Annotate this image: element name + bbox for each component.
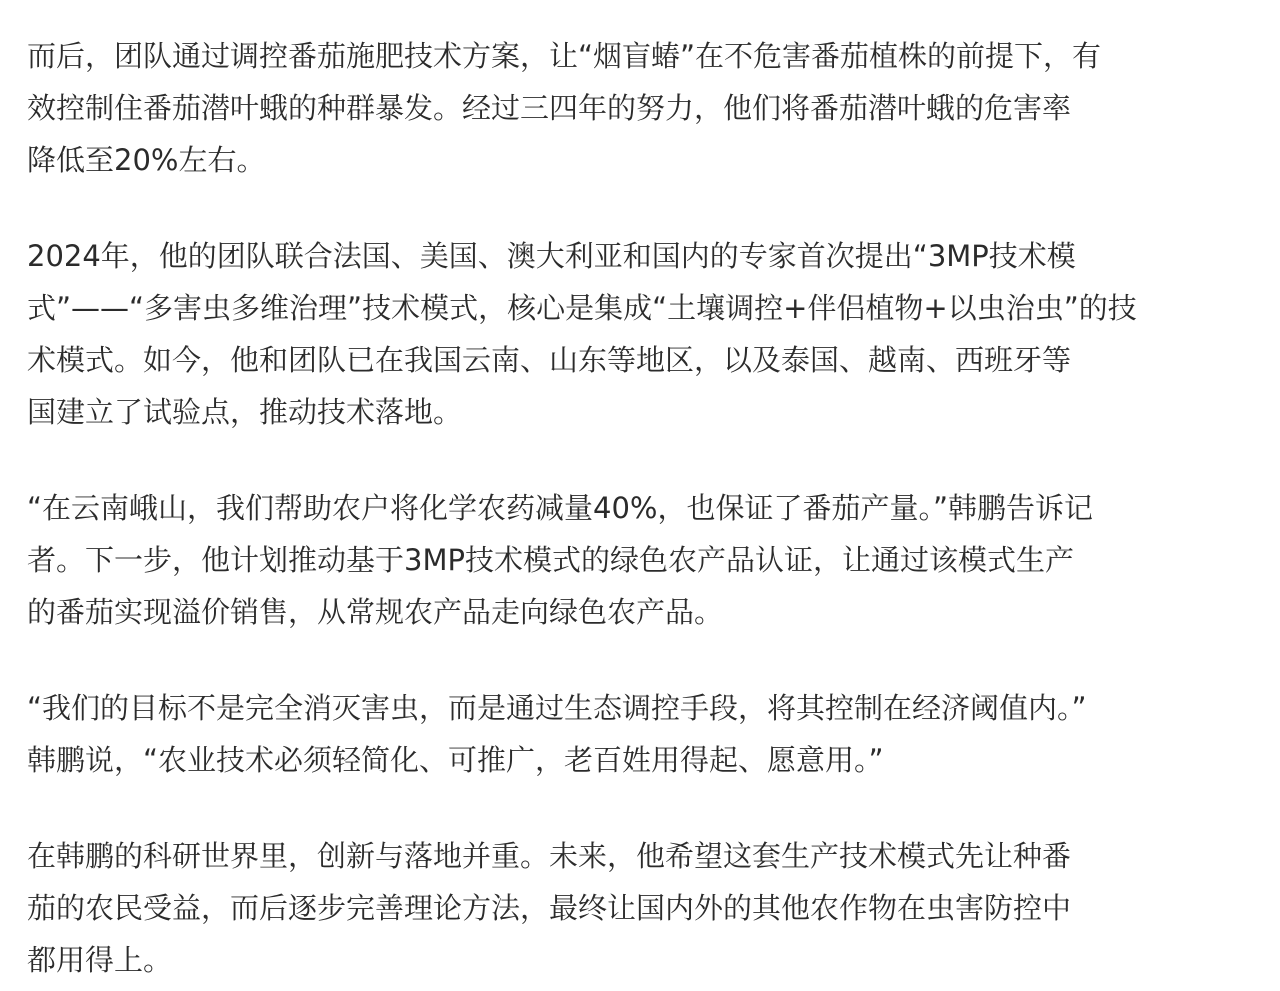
paragraph-line: 者。下一步，他计划推动基于3MP技术模式的绿色农产品认证，让通过该模式生产 xyxy=(27,543,1074,577)
paragraph-line: “我们的目标不是完全消灭害虫，而是通过生态调控手段，将其控制在经济阈值内。” xyxy=(27,691,1087,725)
paragraph-line: 术模式。如今，他和团队已在我国云南、山东等地区，以及泰国、越南、西班牙等 xyxy=(27,343,1072,377)
paragraph-line: 都用得上。 xyxy=(27,943,173,977)
paragraph-line: 2024年，他的团队联合法国、美国、澳大利亚和国内的专家首次提出“3MP技术模 xyxy=(27,239,1076,273)
paragraph-4 xyxy=(27,682,1260,786)
paragraph-line: 而后，团队通过调控番茄施肥技术方案，让“烟盲蝽”在不危害番茄植株的前提下，有 xyxy=(27,39,1102,73)
paragraph-line: 茄的农民受益，而后逐步完善理论方法，最终让国内外的其他农作物在虫害防控中 xyxy=(27,891,1072,925)
paragraph-2 xyxy=(27,230,1260,438)
paragraph-line: 韩鹏说，“农业技术必须轻简化、可推广，老百姓用得起、愿意用。” xyxy=(27,743,884,777)
paragraph-line: 式”——“多害虫多维治理”技术模式，核心是集成“土壤调控+伴侣植物+以虫治虫”的技 xyxy=(27,291,1137,325)
paragraph-line: “在云南峨山，我们帮助农户将化学农药减量40%，也保证了番茄产量。”韩鹏告诉记 xyxy=(27,491,1094,525)
paragraph-line: 在韩鹏的科研世界里，创新与落地并重。未来，他希望这套生产技术模式先让种番 xyxy=(27,839,1072,873)
paragraph-line: 国建立了试验点，推动技术落地。 xyxy=(27,395,463,429)
paragraph-5 xyxy=(27,830,1260,986)
paragraph-line: 的番茄实现溢价销售，从常规农产品走向绿色农产品。 xyxy=(27,595,724,629)
paragraph-3 xyxy=(27,482,1260,638)
paragraph-1 xyxy=(27,30,1260,186)
paragraph-line: 效控制住番茄潜叶蛾的种群暴发。经过三四年的努力，他们将番茄潜叶蛾的危害率 xyxy=(27,91,1072,125)
paragraph-line: 降低至20%左右。 xyxy=(27,143,266,177)
